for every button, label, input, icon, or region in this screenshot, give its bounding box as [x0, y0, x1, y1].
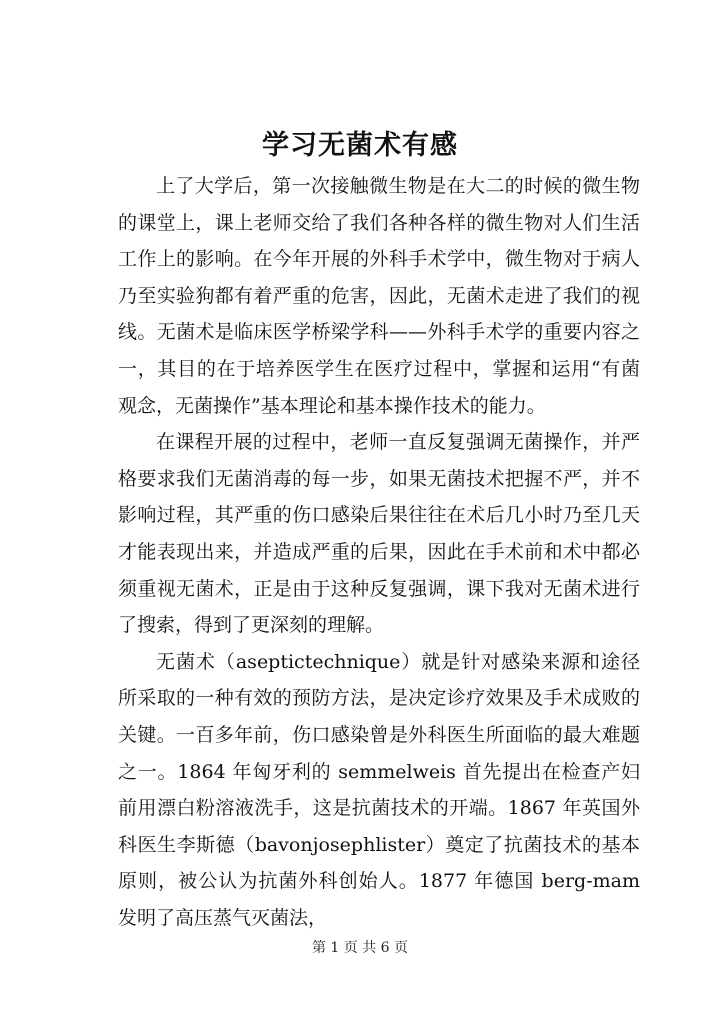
document-body [118, 168, 640, 936]
paragraph-2: 在课程开展的过程中，老师一直反复强调无菌操作，并严格要求我们无菌消毒的每一步，如果无菌技术把握不严，并不影响过程，其严重的伤口感染后果往往在术后几小时乃至几天才能表现出来，并造成严重的后果，因此在手术前和术中都必须重视无菌术，正是由于这种反复强调，课下我对无菌术进行了搜索，得到了更深刻的理解。 [118, 431, 640, 637]
paragraph-1: 上了大学后，第一次接触微生物是在大二的时候的微生物的课堂上，课上老师交给了我们各种各样的微生物对人们生活工作上的影响。在今年开展的外科手术学中，微生物对于病人乃至实验狗都有着严重的危害，因此，无菌术走进了我们的视线。无菌术是临床医学桥梁学科——外科手术学的重要内容之一，其目的在于培养医学生在医疗过程中，掌握和运用“有菌观念，无菌操作”基本理论和基本操作技术的能力。 [118, 175, 640, 417]
page-title: 学习无菌术有感 [262, 130, 458, 161]
paragraph-3: 无菌术（aseptictechnique）就是针对感染来源和途径所采取的一种有效的预防方法，是决定诊疗效果及手术成败的关键。一百多年前，伤口感染曾是外科医生所面临的最大难题之一。1864 年匈牙利的 semmelweis 首先提出在检查产妇前用漂白粉溶液洗手，这是抗菌技术的开端。1867 年英国外科医生李斯德（bavonjosephlister）奠定了抗菌技术的基本原则，被公认为抗菌外科创始人。1877 年德国 berg-mam 发明了高压蒸气灭菌法， [118, 650, 640, 929]
page-footer: 第 1 页 共 6 页 [311, 940, 409, 956]
